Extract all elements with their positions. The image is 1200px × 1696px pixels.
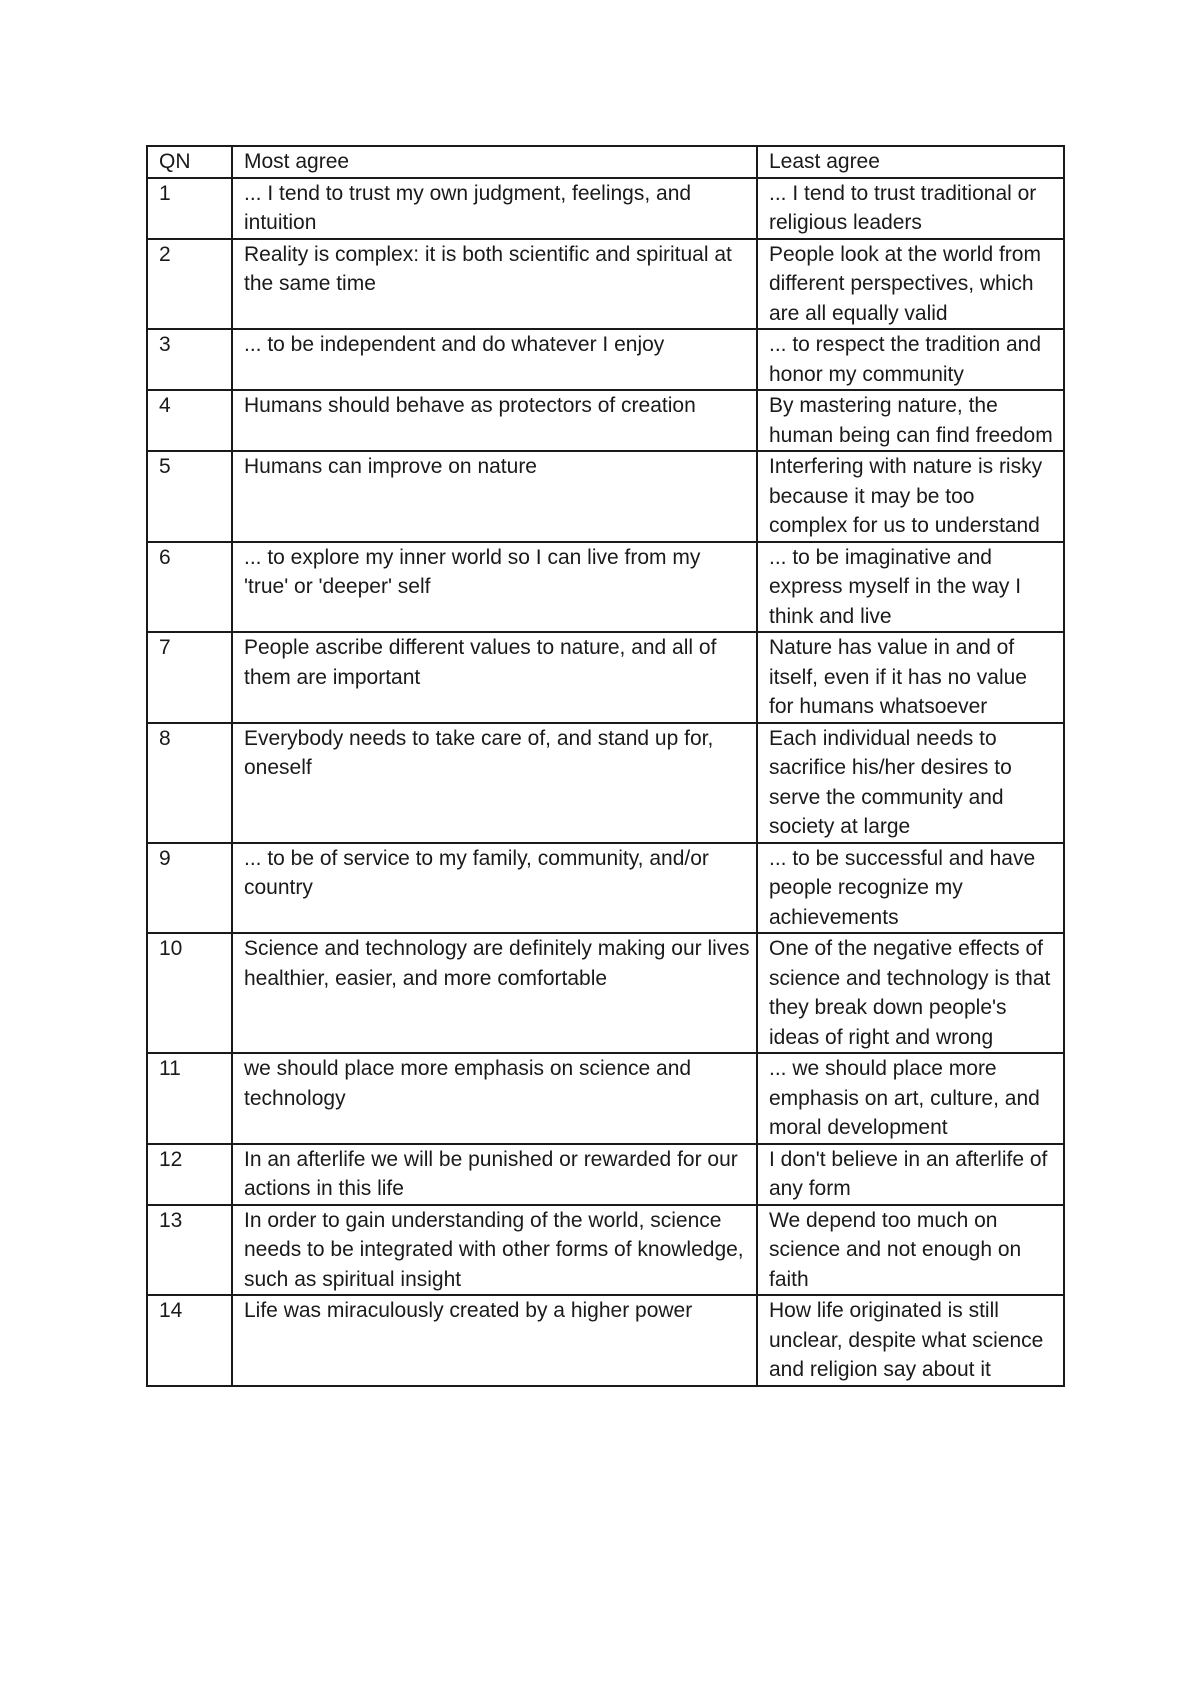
cell-least-agree: One of the negative effects of science and technology is that they break down people's ideas of right and wrong — [757, 933, 1064, 1053]
cell-qn: 5 — [147, 451, 232, 542]
cell-least-agree: I don't believe in an afterlife of any form — [757, 1144, 1064, 1205]
table-row — [147, 542, 1064, 633]
cell-most-agree: Science and technology are definitely making our lives healthier, easier, and more comfortable — [232, 933, 757, 1053]
cell-most-agree: Humans should behave as protectors of creation — [232, 390, 757, 451]
cell-most-agree: Reality is complex: it is both scientific and spiritual at the same time — [232, 239, 757, 330]
cell-most-agree: ... to explore my inner world so I can live from my 'true' or 'deeper' self — [232, 542, 757, 633]
cell-qn: 9 — [147, 843, 232, 934]
table-row — [147, 239, 1064, 330]
cell-qn: 14 — [147, 1295, 232, 1386]
cell-qn: 7 — [147, 632, 232, 723]
cell-least-agree: People look at the world from different perspectives, which are all equally valid — [757, 239, 1064, 330]
cell-most-agree: In an afterlife we will be punished or rewarded for our actions in this life — [232, 1144, 757, 1205]
cell-qn: 10 — [147, 933, 232, 1053]
table-row — [147, 632, 1064, 723]
header-least-agree: Least agree — [757, 146, 1064, 178]
table-header-row — [147, 146, 1064, 178]
cell-qn: 13 — [147, 1205, 232, 1296]
cell-most-agree: In order to gain understanding of the world, science needs to be integrated with other forms of knowledge, such as spiritual insight — [232, 1205, 757, 1296]
table-row — [147, 390, 1064, 451]
cell-most-agree: ... to be independent and do whatever I enjoy — [232, 329, 757, 390]
cell-most-agree: ... I tend to trust my own judgment, feelings, and intuition — [232, 178, 757, 239]
cell-qn: 8 — [147, 723, 232, 843]
cell-least-agree: Interfering with nature is risky because it may be too complex for us to understand — [757, 451, 1064, 542]
cell-least-agree: By mastering nature, the human being can find freedom — [757, 390, 1064, 451]
table-row — [147, 843, 1064, 934]
cell-most-agree: we should place more emphasis on science and technology — [232, 1053, 757, 1144]
table-row — [147, 1205, 1064, 1296]
cell-least-agree: We depend too much on science and not enough on faith — [757, 1205, 1064, 1296]
cell-qn: 3 — [147, 329, 232, 390]
cell-qn: 6 — [147, 542, 232, 633]
table-row — [147, 451, 1064, 542]
cell-least-agree: ... to respect the tradition and honor my community — [757, 329, 1064, 390]
table-row — [147, 329, 1064, 390]
cell-least-agree: How life originated is still unclear, despite what science and religion say about it — [757, 1295, 1064, 1386]
cell-most-agree: Everybody needs to take care of, and stand up for, oneself — [232, 723, 757, 843]
table-row — [147, 1053, 1064, 1144]
cell-least-agree: Nature has value in and of itself, even if it has no value for humans whatsoever — [757, 632, 1064, 723]
cell-least-agree: Each individual needs to sacrifice his/her desires to serve the community and society at large — [757, 723, 1064, 843]
table-row — [147, 1295, 1064, 1386]
header-qn: QN — [147, 146, 232, 178]
cell-least-agree: ... to be imaginative and express myself in the way I think and live — [757, 542, 1064, 633]
cell-qn: 11 — [147, 1053, 232, 1144]
table-row — [147, 933, 1064, 1053]
table-row — [147, 1144, 1064, 1205]
cell-qn: 1 — [147, 178, 232, 239]
cell-most-agree: Humans can improve on nature — [232, 451, 757, 542]
cell-most-agree: Life was miraculously created by a higher power — [232, 1295, 757, 1386]
cell-least-agree: ... to be successful and have people recognize my achievements — [757, 843, 1064, 934]
cell-qn: 12 — [147, 1144, 232, 1205]
questions-table — [146, 145, 1065, 1387]
header-most-agree: Most agree — [232, 146, 757, 178]
cell-least-agree: ... we should place more emphasis on art, culture, and moral development — [757, 1053, 1064, 1144]
cell-qn: 2 — [147, 239, 232, 330]
cell-least-agree: ... I tend to trust traditional or religious leaders — [757, 178, 1064, 239]
cell-qn: 4 — [147, 390, 232, 451]
table-row — [147, 723, 1064, 843]
cell-most-agree: ... to be of service to my family, community, and/or country — [232, 843, 757, 934]
cell-most-agree: People ascribe different values to nature, and all of them are important — [232, 632, 757, 723]
table-row — [147, 178, 1064, 239]
